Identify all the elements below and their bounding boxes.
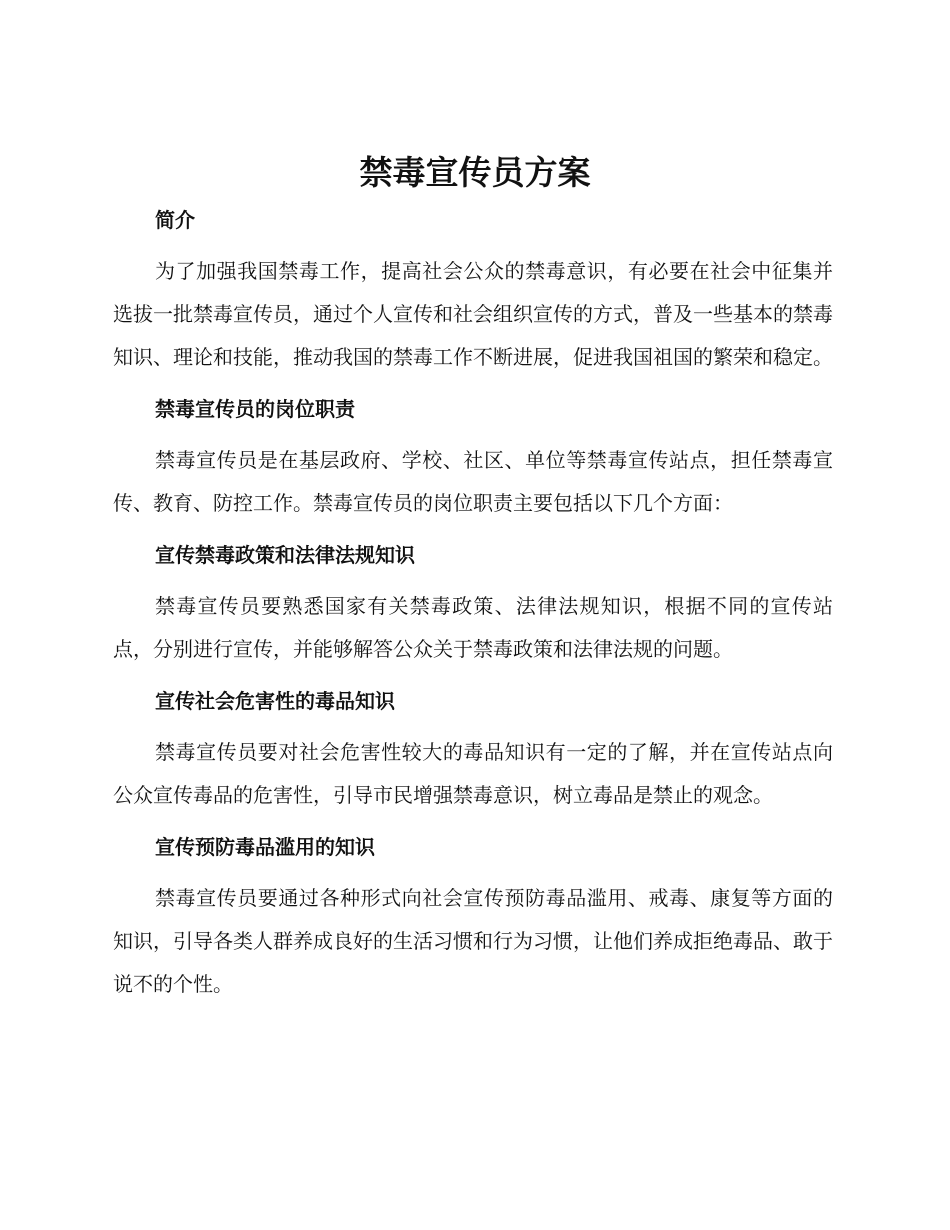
section-heading: 宣传社会危害性的毒品知识 <box>155 689 395 713</box>
section-paragraph: 为了加强我国禁毒工作，提高社会公众的禁毒意识，有必要在社会中征集并选拔一批禁毒宣传员，通过个人宣传和社会组织宣传的方式，普及一些基本的禁毒知识、理论和技能，推动我国的禁毒工作不断进展，促进我国祖国的繁荣和稳定。 <box>113 259 833 369</box>
section-paragraph: 禁毒宣传员要通过各种形式向社会宣传预防毒品滥用、戒毒、康复等方面的知识，引导各类人群养成良好的生活习惯和行为习惯，让他们养成拒绝毒品、敢于说不的个性。 <box>113 886 833 996</box>
section-duties <box>113 389 833 525</box>
document-body <box>113 200 833 1016</box>
section-paragraph: 禁毒宣传员是在基层政府、学校、社区、单位等禁毒宣传站点，担任禁毒宣传、教育、防控工作。禁毒宣传员的岗位职责主要包括以下几个方面： <box>113 448 833 515</box>
section-heading: 禁毒宣传员的岗位职责 <box>155 397 355 421</box>
section-drug-hazards <box>113 681 833 817</box>
section-paragraph: 禁毒宣传员要对社会危害性较大的毒品知识有一定的了解，并在宣传站点向公众宣传毒品的危害性，引导市民增强禁毒意识，树立毒品是禁止的观念。 <box>113 740 833 807</box>
section-heading: 宣传预防毒品滥用的知识 <box>155 835 375 859</box>
section-intro <box>113 200 833 379</box>
section-paragraph: 禁毒宣传员要熟悉国家有关禁毒政策、法律法规知识，根据不同的宣传站点，分别进行宣传，并能够解答公众关于禁毒政策和法律法规的问题。 <box>113 594 833 661</box>
section-prevention <box>113 827 833 1006</box>
section-heading: 简介 <box>155 208 195 232</box>
section-policy <box>113 535 833 671</box>
section-heading: 宣传禁毒政策和法律法规知识 <box>155 543 415 567</box>
page-title: 禁毒宣传员方案 <box>359 153 591 192</box>
